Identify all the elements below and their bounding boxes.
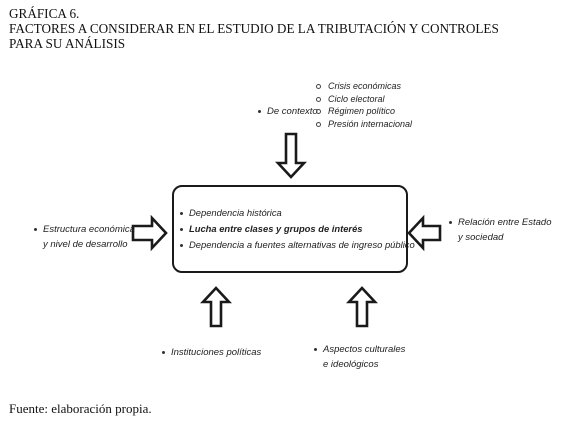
economic-structure-line1: Estructura económica [43,224,135,235]
arrow-down-top [278,134,304,177]
political-institutions-factor [162,345,261,360]
arrow-up-bottom-left [203,288,229,326]
state-society-line2: y sociedad [458,232,504,243]
circle-bullet-icon [316,84,321,89]
cultural-aspects-line2: e ideológicos [323,359,379,370]
context-item: Crisis económicas [316,81,412,94]
arrow-up-bottom-right [349,288,375,326]
state-society-factor [449,215,551,245]
central-item: Dependencia a fuentes alternativas de ingreso público [180,237,415,253]
political-institutions-label: Instituciones políticas [171,347,262,358]
context-label: De contexto [267,106,318,117]
context-item: Ciclo electoral [316,94,412,107]
context-factor [258,104,318,119]
bullet-icon [314,348,317,351]
economic-structure-factor [34,222,135,252]
state-society-line1: Relación entre Estado [458,217,552,228]
caption-number: GRÁFICA 6. [9,6,80,21]
bullet-icon [180,228,183,231]
context-item: Régimen político [316,106,412,119]
central-factors-list [180,205,415,253]
bullet-icon [180,244,183,247]
circle-bullet-icon [316,97,321,102]
circle-bullet-icon [316,122,321,127]
caption-title-line1: FACTORES A CONSIDERAR EN EL ESTUDIO DE LA TRIBUTACIÓN Y CONTROLES [9,21,499,36]
context-item: Presión internacional [316,119,412,132]
bullet-icon [449,221,452,224]
bullet-icon [34,228,37,231]
cultural-aspects-line1: Aspectos culturales [323,344,406,355]
bullet-icon [162,351,165,354]
cultural-aspects-factor [314,342,405,372]
source-note: Fuente: elaboración propia. [9,401,152,416]
bullet-icon [258,110,261,113]
context-list [316,81,412,131]
bullet-icon [180,212,183,215]
central-item: Lucha entre clases y grupos de interés [180,221,415,237]
caption-title-line2: PARA SU ANÁLISIS [9,36,126,51]
economic-structure-line2: y nivel de desarrollo [43,239,128,250]
circle-bullet-icon [316,109,321,114]
central-item: Dependencia histórica [180,205,415,221]
arrow-right-left [133,218,166,248]
